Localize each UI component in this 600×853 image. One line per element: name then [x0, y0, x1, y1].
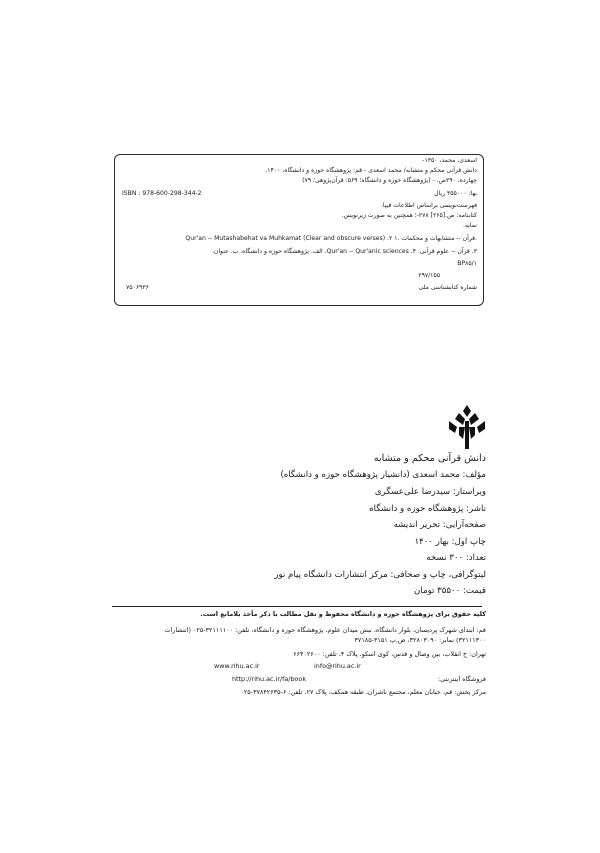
catalog-national-label: شماره کتابشناسی ملی: [418, 284, 477, 291]
footer-store-label: فروشگاه اینترنتی:: [437, 675, 486, 683]
catalog-bibliography-note: کتابنامه: ص.[۲۶۵] ۲۷۸-؛ همچنین به صورت زیرنویس.: [341, 212, 477, 219]
catalog-national-number: ۷۵۰۶۹۳۶: [126, 284, 149, 291]
footer-qom-address-2: ۳۲۱۱۱۳۰۰) نمابر: ۳۲۸۰۳۰۹۰، ص.پ ۳۱۵۱-۳۷۱۸۵: [354, 636, 486, 644]
book-layout: صفحه‌آرایی: تحریر اندیشه: [393, 520, 486, 530]
footer-divider: [112, 606, 482, 607]
catalog-fipa-note: فهرست‌نویسی براساس اطلاعات فیپا.: [381, 202, 477, 209]
catalog-title-line: دانش قرآنی محکم و متشابه/ محمد اسعدی - قم: پژوهشگاه حوزه و دانشگاه، ۱۴۰۰.: [265, 167, 477, 174]
book-title: دانش قرآنی محکم و متشابه: [373, 453, 486, 464]
book-copies: تعداد: ۳۰۰ نسخه: [426, 553, 486, 563]
footer-store-link[interactable]: http://rihu.ac.ir/fa/book: [232, 675, 307, 683]
catalog-congress-class: BP۸۵/۱: [457, 260, 477, 267]
footer-email-link[interactable]: info@rihu.ac.ir: [314, 662, 361, 670]
book-price: قیمت: ۳۵۵۰۰ تومان: [414, 586, 486, 596]
footer-website-link[interactable]: www.rihu.ac.ir: [214, 662, 260, 670]
footer-qom-address-1: قم: ابتدای شهرک پردیسان، بلوار دانشگاه، نبش میدان علوم، پژوهشگاه حوزه و دانشگاه، تلفن: ۳۲۱۱۱۱۰۰-۰۲۵ (انتشارات: [164, 626, 486, 634]
book-author: مؤلف: محمد اسعدی (دانشیار پژوهشگاه حوزه و دانشگاه): [280, 470, 486, 480]
publisher-logo-icon: [449, 405, 485, 449]
footer-tehran-address: تهران: خ انقلاب، بین وصال و قدس، کوی اسکو، پلاک ۴، تلفن: ۶۶۴۰۲۶۰۰: [293, 650, 486, 658]
catalog-subject-line-2: ۳. قرآن -- علوم قرآنی. ۴. Qur'an -- Qur'anic sciences. الف. پژوهشگاه حوزه و دانشگاه. ب. عنوان.: [211, 248, 477, 255]
catalog-isbn: ISBN : 978-600-298-344-2: [122, 190, 202, 197]
catalog-index-note: نمایه.: [463, 222, 477, 229]
catalog-physical-line: چهارده، ۲۹۰ص. - (پژوهشگاه حوزه و دانشگاه؛ ۵۶۹: قرآن‌پژوهی؛ ۷۹): [302, 177, 477, 184]
book-editor: ویراستار: سیدرضا علی‌عسگری: [374, 487, 486, 497]
footer-distribution-address: مرکز پخش: قم، خیابان معلم، مجتمع ناشران، طبقه همکف، پلاک ۲۷، تلفن: ۶-۳۷۸۴۲۶۳۵-۰۲۵: [240, 688, 486, 696]
catalog-price: بها: ۳۵۵۰۰۰ ریال: [434, 190, 477, 197]
catalog-dewey-class: ۲۹۷/۱۵۵: [418, 272, 440, 279]
footer-rights: کلیه حقوق برای پژوهشگاه حوزه و دانشگاه محفوظ و نقل مطالب با ذکر مأخذ بلامانع است.: [200, 610, 486, 618]
book-printing: لیتوگرافی، چاپ و صحافی: مرکز انتشارات دانشگاه پیام نور: [274, 570, 486, 580]
book-publisher: ناشر: پژوهشگاه حوزه و دانشگاه: [369, 504, 486, 514]
catalog-author-line: اسعدی، محمد، ۱۳۵۰-: [422, 157, 477, 164]
book-edition: چاپ اول: بهار ۱۴۰۰: [414, 537, 486, 547]
catalog-subject-line-1: Qur'an -- Mutashabehat va Muhkamat (Clear and obscure verses) .۲ ۱. قرآن -- متشابهات و محکمات.: [185, 235, 477, 242]
